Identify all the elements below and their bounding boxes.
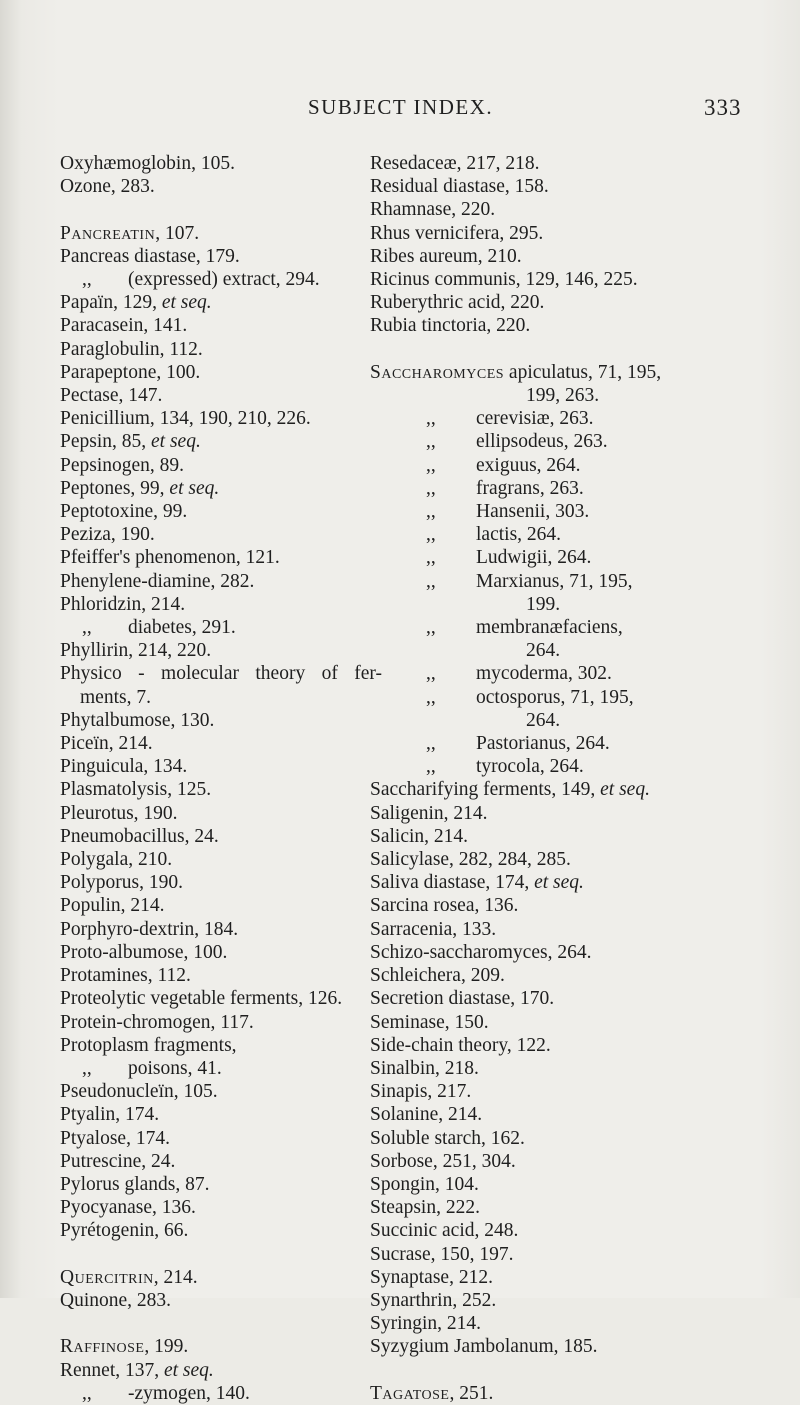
ditto-mark: ,, <box>426 454 436 476</box>
index-entry <box>60 361 382 384</box>
index-entry-text: Putrescine, 24. <box>60 1150 176 1172</box>
index-entry <box>370 570 730 593</box>
index-entry-text: Protein-chromogen, 117. <box>60 1011 254 1033</box>
index-entry-text: Saccharifying ferments, 149, et seq. <box>370 779 650 801</box>
index-column-right <box>370 152 730 1405</box>
index-entry-text: Rennet, 137, et seq. <box>60 1359 214 1381</box>
index-entry <box>60 268 382 291</box>
index-entry-text: 264. <box>526 640 561 662</box>
index-entry <box>370 871 730 894</box>
index-entry-text: Pfeiffer's phenomenon, 121. <box>60 547 280 569</box>
index-entry-text: Porphyro-dextrin, 184. <box>60 918 239 940</box>
index-entry <box>60 1011 382 1034</box>
index-entry-text: 199, 263. <box>526 385 600 407</box>
index-entry <box>60 222 382 245</box>
index-entry <box>370 1196 730 1219</box>
index-entry <box>370 500 730 523</box>
index-entry <box>370 430 730 453</box>
index-entry-text: Seminase, 150. <box>370 1011 489 1033</box>
index-entry <box>60 1335 382 1358</box>
index-entry-text: Secretion diastase, 170. <box>370 988 555 1010</box>
index-entry-text: Papaïn, 129, et seq. <box>60 292 212 314</box>
index-entry-text: Marxianus, 71, 195, <box>476 570 633 592</box>
index-entry <box>370 1219 730 1242</box>
index-entry <box>370 407 730 430</box>
index-entry <box>370 1103 730 1126</box>
index-entry-text: Peptones, 99, et seq. <box>60 477 220 499</box>
index-entry <box>370 964 730 987</box>
index-entry <box>60 593 382 616</box>
index-entry <box>60 616 382 639</box>
ditto-mark: ,, <box>426 477 436 499</box>
index-entry-text: Syringin, 214. <box>370 1313 482 1335</box>
index-entry-text: 199. <box>526 593 561 615</box>
index-entry-text: Physico - molecular theory of fer- <box>60 663 382 685</box>
index-entry-text: Ptyalose, 174. <box>60 1127 170 1149</box>
index-entry <box>370 593 730 616</box>
index-entry <box>60 1196 382 1219</box>
index-entry <box>370 1011 730 1034</box>
index-entry <box>60 941 382 964</box>
index-entry-text: Paracasein, 141. <box>60 315 188 337</box>
index-column-left <box>60 152 382 1405</box>
index-entry-text: Pneumobacillus, 24. <box>60 825 219 847</box>
index-entry-text: Salicin, 214. <box>370 825 469 847</box>
index-entry-text: Phytalbumose, 130. <box>60 709 215 731</box>
index-entry-text: Rubia tinctoria, 220. <box>370 315 531 337</box>
index-entry-text: tyrocola, 264. <box>476 756 584 778</box>
index-entry-text: Hansenii, 303. <box>476 501 590 523</box>
index-entry <box>60 245 382 268</box>
index-entry <box>60 686 382 709</box>
index-entry-text: Sinalbin, 218. <box>370 1057 479 1079</box>
index-entry <box>370 454 730 477</box>
index-entry-text: Steapsin, 222. <box>370 1197 480 1219</box>
index-entry <box>60 338 382 361</box>
index-entry-text: Piceïn, 214. <box>60 733 153 755</box>
index-entry <box>370 918 730 941</box>
index-entry-text: Peptotoxine, 99. <box>60 501 188 523</box>
index-entry-text: Ribes aureum, 210. <box>370 245 522 267</box>
index-entry <box>60 1219 382 1242</box>
ditto-mark: ,, <box>426 408 436 430</box>
index-entry <box>370 732 730 755</box>
index-entry <box>370 384 730 407</box>
ditto-mark: ,, <box>82 1057 92 1079</box>
index-entry <box>370 1173 730 1196</box>
index-entry <box>370 639 730 662</box>
index-entry <box>370 477 730 500</box>
index-entry <box>60 152 382 175</box>
index-entry <box>60 802 382 825</box>
index-entry-text: Resedaceæ, 217, 218. <box>370 153 540 174</box>
index-entry-text: Oxyhæmoglobin, 105. <box>60 153 235 174</box>
index-entry <box>60 1266 382 1289</box>
index-entry <box>370 662 730 685</box>
index-entry-text: 264. <box>526 709 561 731</box>
index-entry <box>370 709 730 732</box>
ditto-mark: ,, <box>426 756 436 778</box>
index-entry <box>60 894 382 917</box>
index-entry-text: Ptyalin, 174. <box>60 1104 160 1126</box>
index-entry <box>370 291 730 314</box>
index-entry-text: octosporus, 71, 195, <box>476 686 634 708</box>
index-entry <box>60 732 382 755</box>
ditto-mark: ,, <box>426 733 436 755</box>
ditto-mark: ,, <box>82 1382 92 1404</box>
index-entry <box>60 500 382 523</box>
index-entry-text: Pyrétogenin, 66. <box>60 1220 189 1242</box>
index-entry <box>370 268 730 291</box>
index-entry <box>60 662 382 685</box>
index-entry <box>370 616 730 639</box>
index-entry <box>60 1127 382 1150</box>
index-entry-text: Protamines, 112. <box>60 965 191 987</box>
index-entry <box>60 291 382 314</box>
index-entry-text: Quercitrin, 214. <box>60 1266 198 1288</box>
index-entry-text: Residual diastase, 158. <box>370 176 549 198</box>
index-entry <box>370 1150 730 1173</box>
index-entry-text: Schizo-saccharomyces, 264. <box>370 941 592 963</box>
index-entry-text: poisons, 41. <box>128 1057 222 1079</box>
index-entry <box>60 454 382 477</box>
index-entry-text: lactis, 264. <box>476 524 562 546</box>
index-entry-text: Schleichera, 209. <box>370 965 505 987</box>
index-entry <box>370 755 730 778</box>
index-entry <box>60 1080 382 1103</box>
index-entry-text: Penicillium, 134, 190, 210, 226. <box>60 408 311 430</box>
index-entry <box>370 523 730 546</box>
index-entry <box>60 987 382 1010</box>
index-entry-text: Pepsin, 85, et seq. <box>60 431 201 453</box>
ditto-mark: ,, <box>426 547 436 569</box>
index-entry-text: Rhamnase, 220. <box>370 199 496 221</box>
index-entry <box>370 1312 730 1335</box>
index-entry <box>370 361 730 384</box>
index-entry <box>370 894 730 917</box>
ditto-mark: ,, <box>426 617 436 639</box>
index-entry <box>370 546 730 569</box>
index-entry <box>60 384 382 407</box>
index-entry <box>370 1266 730 1289</box>
index-entry-text: Synaptase, 212. <box>370 1266 493 1288</box>
index-entry-text: Sinapis, 217. <box>370 1081 472 1103</box>
index-entry <box>370 825 730 848</box>
index-entry-text: Pastorianus, 264. <box>476 733 610 755</box>
index-entry <box>60 314 382 337</box>
index-entry-text: Sarcina rosea, 136. <box>370 895 519 917</box>
index-entry <box>370 198 730 221</box>
index-entry <box>60 755 382 778</box>
index-entry-text: Sarracenia, 133. <box>370 918 497 940</box>
index-entry <box>60 778 382 801</box>
index-entry <box>60 918 382 941</box>
ditto-mark: ,, <box>426 524 436 546</box>
index-entry <box>370 314 730 337</box>
index-entry-text: Proto-albumose, 100. <box>60 941 228 963</box>
index-entry-text: Protoplasm fragments, <box>60 1034 237 1056</box>
index-entry <box>60 1103 382 1126</box>
index-entry-text: Quinone, 283. <box>60 1289 172 1311</box>
index-entry-text: Phyllirin, 214, 220. <box>60 640 212 662</box>
index-entry-text: Paraglobulin, 112. <box>60 338 203 360</box>
index-entry <box>370 175 730 198</box>
ditto-mark: ,, <box>426 501 436 523</box>
index-entry-text: Ludwigii, 264. <box>476 547 592 569</box>
index-entry <box>60 871 382 894</box>
index-entry <box>60 709 382 732</box>
index-entry <box>370 778 730 801</box>
index-entry-text: Polyporus, 190. <box>60 872 183 894</box>
index-entry-text: Phloridzin, 214. <box>60 593 186 615</box>
index-entry-text: -zymogen, 140. <box>128 1382 250 1404</box>
index-entry <box>370 1034 730 1057</box>
index-entry-text: Salicylase, 282, 284, 285. <box>370 849 571 871</box>
index-entry <box>60 1057 382 1080</box>
index-entry-text: fragrans, 263. <box>476 477 584 499</box>
index-entry-text: Pepsinogen, 89. <box>60 454 185 476</box>
index-entry-text: Ruberythric acid, 220. <box>370 292 545 314</box>
index-entry <box>370 1335 730 1358</box>
index-entry-text: Pinguicula, 134. <box>60 756 188 778</box>
index-entry-text: Proteolytic vegetable ferments, 126. <box>60 988 343 1010</box>
index-entry-text: Pectase, 147. <box>60 385 163 407</box>
index-entry <box>370 1289 730 1312</box>
ditto-mark: ,, <box>426 686 436 708</box>
index-entry-text: Pyocyanase, 136. <box>60 1197 196 1219</box>
index-entry-text: Spongin, 104. <box>370 1173 479 1195</box>
index-entry <box>60 477 382 500</box>
ditto-mark: ,, <box>426 663 436 685</box>
index-entry <box>370 1127 730 1150</box>
index-entry-text: Pleurotus, 190. <box>60 802 178 824</box>
index-entry <box>370 1057 730 1080</box>
index-entry-text: Raffinose, 199. <box>60 1336 189 1358</box>
index-entry <box>60 825 382 848</box>
index-entry <box>60 546 382 569</box>
index-entry <box>60 175 382 198</box>
index-entry <box>370 802 730 825</box>
index-entry-text: Saliva diastase, 174, et seq. <box>370 872 584 894</box>
index-entry-text: Syzygium Jambolanum, 185. <box>370 1336 598 1358</box>
index-entry <box>370 1080 730 1103</box>
index-entry-text: Synarthrin, 252. <box>370 1289 497 1311</box>
index-entry <box>60 639 382 662</box>
ditto-mark: ,, <box>426 570 436 592</box>
page-header <box>0 95 800 125</box>
index-entry-text: Saligenin, 214. <box>370 802 488 824</box>
index-entry <box>370 987 730 1010</box>
index-entry-text: Pseudonucleïn, 105. <box>60 1081 218 1103</box>
index-entry-text: Pancreas diastase, 179. <box>60 245 240 267</box>
ditto-mark: ,, <box>82 617 92 639</box>
index-entry <box>60 1359 382 1382</box>
index-entry <box>60 1034 382 1057</box>
index-entry-text: Solanine, 214. <box>370 1104 483 1126</box>
index-entry-text: ellipsodeus, 263. <box>476 431 608 453</box>
index-entry-text: exiguus, 264. <box>476 454 581 476</box>
index-entry <box>60 523 382 546</box>
ditto-mark: ,, <box>82 269 92 290</box>
index-entry <box>370 1243 730 1266</box>
index-entry <box>370 222 730 245</box>
index-entry <box>60 1382 382 1405</box>
index-entry-text: Sucrase, 150, 197. <box>370 1243 514 1265</box>
index-entry-text: mycoderma, 302. <box>476 663 612 685</box>
index-entry-text: Rhus vernicifera, 295. <box>370 222 544 244</box>
index-entry <box>370 1382 730 1405</box>
index-entry-text: ments, 7. <box>80 686 151 708</box>
index-entry <box>60 1289 382 1312</box>
index-entry <box>60 570 382 593</box>
index-entry-text: diabetes, 291. <box>128 617 236 639</box>
index-entry-text: Tagatose, 251. <box>370 1382 494 1404</box>
ditto-mark: ,, <box>426 431 436 453</box>
index-entry <box>370 686 730 709</box>
index-entry-text: membranæfaciens, <box>476 617 623 639</box>
index-entry-text: Saccharomyces apiculatus, 71, 195, <box>370 361 662 383</box>
index-entry <box>370 941 730 964</box>
index-entry-text: Pancreatin, 107. <box>60 222 200 244</box>
index-entry <box>370 848 730 871</box>
running-title: SUBJECT INDEX. <box>308 95 494 119</box>
index-entry-text: Peziza, 190. <box>60 524 155 546</box>
page-number: 333 <box>704 95 742 120</box>
index-entry <box>60 1173 382 1196</box>
index-entry-text: Soluble starch, 162. <box>370 1127 525 1149</box>
index-entry <box>60 1150 382 1173</box>
index-entry <box>60 407 382 430</box>
index-entry <box>370 245 730 268</box>
index-entry-text: cerevisiæ, 263. <box>476 408 594 430</box>
index-entry-text: Populin, 214. <box>60 895 165 917</box>
index-entry-text: Sorbose, 251, 304. <box>370 1150 516 1172</box>
index-entry <box>370 152 730 175</box>
index-entry-text: Polygala, 210. <box>60 849 173 871</box>
index-entry <box>60 848 382 871</box>
index-entry-text: Phenylene-diamine, 282. <box>60 570 255 592</box>
index-entry-text: (expressed) extract, 294. <box>128 269 320 290</box>
index-entry-text: Plasmatolysis, 125. <box>60 779 212 801</box>
index-entry-text: Ozone, 283. <box>60 176 155 198</box>
index-entry-text: Pylorus glands, 87. <box>60 1173 210 1195</box>
index-entry <box>60 430 382 453</box>
index-entry-text: Side-chain theory, 122. <box>370 1034 551 1056</box>
index-entry <box>60 964 382 987</box>
index-entry-text: Ricinus communis, 129, 146, 225. <box>370 269 638 291</box>
index-entry-text: Parapeptone, 100. <box>60 361 201 383</box>
index-entry-text: Succinic acid, 248. <box>370 1220 519 1242</box>
